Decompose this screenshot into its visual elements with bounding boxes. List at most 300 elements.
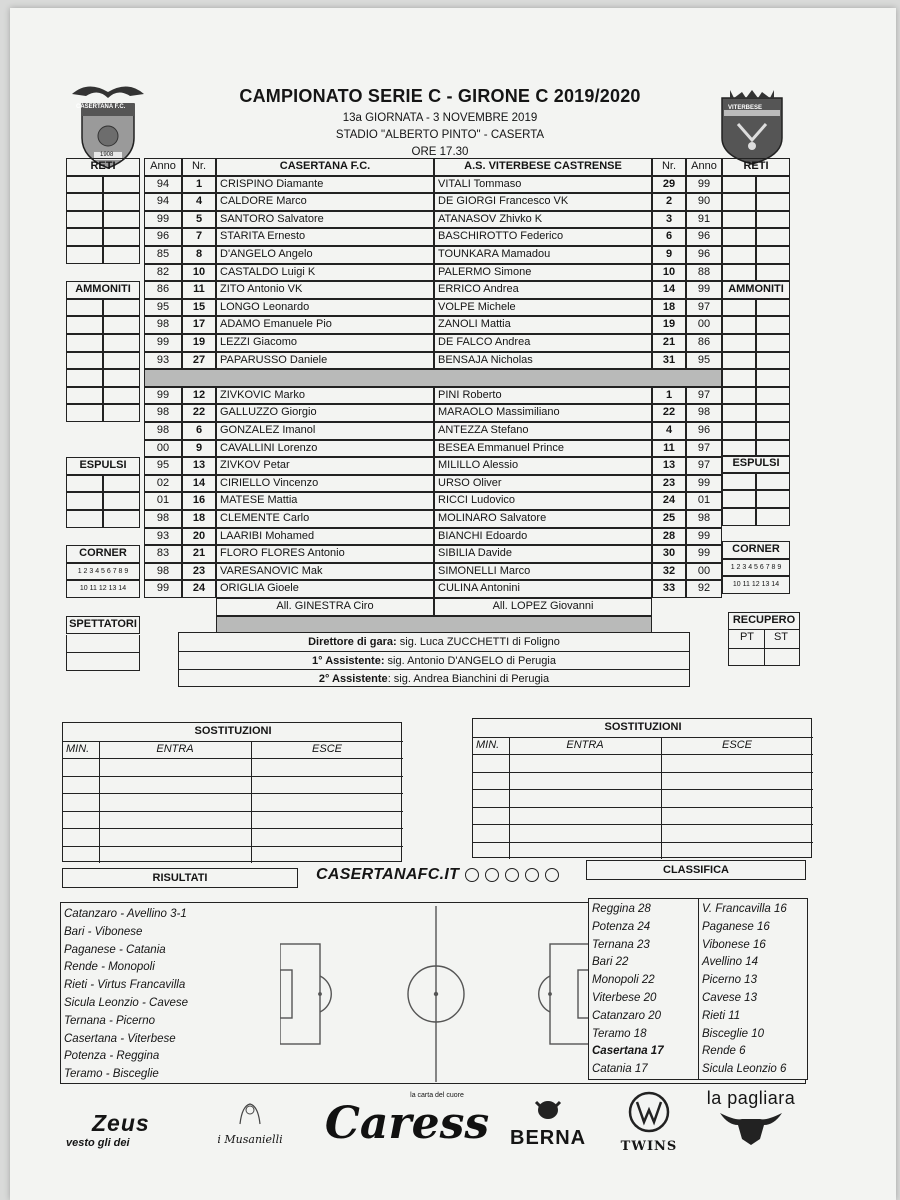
- away-player-year: 90: [686, 193, 722, 211]
- home-player-year: 99: [144, 334, 182, 352]
- sub-row-line: [473, 754, 813, 755]
- away-player-name: VITALI Tommaso: [434, 176, 652, 194]
- sub-row-line: [473, 842, 813, 843]
- standing-item: Ternana 23: [592, 938, 650, 951]
- away-player-year: 99: [686, 281, 722, 299]
- sub-col-entra: ENTRA: [156, 742, 194, 755]
- espulsi-away-cell: [722, 508, 756, 526]
- sub-row-line: [473, 737, 813, 738]
- espulsi-label-away: ESPULSI: [722, 455, 790, 473]
- home-player-year: 93: [144, 528, 182, 546]
- home-player-year: 98: [144, 563, 182, 581]
- home-player-number: 22: [182, 404, 216, 422]
- home-player-name: STARITA Ernesto: [216, 228, 434, 246]
- official-name: sig. Antonio D'ANGELO di Perugia: [384, 655, 556, 667]
- berna-logo: [510, 1096, 586, 1150]
- away-player-number: 24: [652, 492, 686, 510]
- zeus-name: Zeus: [92, 1110, 150, 1136]
- result-item: Casertana - Viterbese: [64, 1032, 176, 1045]
- reti-header-home: RETI: [66, 158, 140, 176]
- home-player-number: 13: [182, 457, 216, 475]
- berna-name: BERNA: [510, 1127, 587, 1149]
- home-player-number: 7: [182, 228, 216, 246]
- away-player-name: PALERMO Simone: [434, 264, 652, 282]
- musanielli-name: i Musanielli: [217, 1133, 283, 1146]
- sub-row-line: [473, 772, 813, 773]
- away-player-year: 95: [686, 352, 722, 370]
- spettatori-divider: [66, 652, 140, 653]
- away-player-name: DE FALCO Andrea: [434, 334, 652, 352]
- standing-item: Reggina 28: [592, 903, 651, 915]
- away-player-year: 01: [686, 492, 722, 510]
- standing-item: Paganese 16: [702, 920, 770, 933]
- home-player-name: ADAMO Emanuele Pio: [216, 316, 434, 334]
- away-player-year: 97: [686, 440, 722, 458]
- espulsi-away-cell: [756, 508, 790, 526]
- home-player-year: 85: [144, 246, 182, 264]
- result-item: Paganese - Catania: [64, 943, 166, 956]
- away-player-number: 25: [652, 510, 686, 528]
- reti-away-cell: [756, 193, 790, 211]
- standing-item: Catanzaro 20: [592, 1009, 662, 1022]
- reti-home-cell: [66, 193, 103, 211]
- away-player-year: 98: [686, 404, 722, 422]
- home-player-number: 23: [182, 563, 216, 581]
- ammoniti-home-cell: [103, 387, 140, 405]
- ammoniti-away-cell: [722, 352, 756, 370]
- away-player-name: PINI Roberto: [434, 387, 652, 405]
- away-player-year: 88: [686, 264, 722, 282]
- away-player-name: ERRICO Andrea: [434, 281, 652, 299]
- standing-item: V. Francavilla 16: [702, 903, 787, 915]
- away-player-name: URSO Oliver: [434, 475, 652, 493]
- ammoniti-away-cell: [722, 387, 756, 405]
- facebook-icon: [465, 868, 479, 882]
- ammoniti-away-cell: [722, 299, 756, 317]
- home-player-name: D'ANGELO Angelo: [216, 246, 434, 264]
- away-player-name: BIANCHI Edoardo: [434, 528, 652, 546]
- home-player-year: 98: [144, 510, 182, 528]
- ammoniti-home-cell: [66, 352, 103, 370]
- reti-home-cell: [66, 211, 103, 229]
- home-player-number: 17: [182, 316, 216, 334]
- caress-tagline: la carta del cuore: [410, 1092, 464, 1099]
- away-player-number: 23: [652, 475, 686, 493]
- home-player-name: PAPARUSSO Daniele: [216, 352, 434, 370]
- sub-row-line: [473, 824, 813, 825]
- away-player-name: SIMONELLI Marco: [434, 563, 652, 581]
- cow-icon: [528, 1096, 568, 1122]
- sub-col-line: [661, 737, 662, 860]
- ammoniti-home-cell: [66, 334, 103, 352]
- ammoniti-away-cell: [756, 369, 790, 387]
- official-name: sig. Luca ZUCCHETTI di Foligno: [396, 636, 560, 648]
- linkedin-icon: [545, 868, 559, 882]
- sub-col-line: [99, 741, 100, 864]
- home-player-year: 86: [144, 281, 182, 299]
- reti-home-cell: [66, 176, 103, 194]
- away-player-number: 13: [652, 457, 686, 475]
- substitutions-title: SOSTITUZIONI: [604, 721, 682, 733]
- away-player-name: BASCHIROTTO Federico: [434, 228, 652, 246]
- away-player-year: 99: [686, 176, 722, 194]
- sub-row-line: [473, 807, 813, 808]
- home-player-year: 94: [144, 176, 182, 194]
- official-row: [178, 669, 690, 687]
- away-player-number: 10: [652, 264, 686, 282]
- away-player-number: 29: [652, 176, 686, 194]
- home-player-name: FLORO FLORES Antonio: [216, 545, 434, 563]
- away-player-year: 00: [686, 316, 722, 334]
- sub-row-line: [63, 776, 403, 777]
- official-row: [178, 633, 690, 651]
- away-player-name: ZANOLI Mattia: [434, 316, 652, 334]
- youtube-icon: [525, 868, 539, 882]
- home-player-number: 14: [182, 475, 216, 493]
- home-player-number: 4: [182, 193, 216, 211]
- standing-item: Potenza 24: [592, 920, 651, 933]
- recupero-pt: PT: [739, 631, 755, 643]
- home-player-year: 99: [144, 387, 182, 405]
- away-player-year: 92: [686, 580, 722, 598]
- home-player-name: GONZALEZ Imanol: [216, 422, 434, 440]
- home-team-header: CASERTANA F.C.: [216, 158, 434, 176]
- kickoff-time: ORE 17.30: [411, 146, 469, 158]
- instagram-icon: [505, 868, 519, 882]
- away-player-number: 33: [652, 580, 686, 598]
- home-player-number: 10: [182, 264, 216, 282]
- away-player-name: BESEA Emmanuel Prince: [434, 440, 652, 458]
- website: [316, 864, 559, 886]
- away-substitutions-table: [472, 718, 812, 858]
- ammoniti-away-cell: [756, 422, 790, 440]
- home-player-year: 99: [144, 211, 182, 229]
- away-player-number: 3: [652, 211, 686, 229]
- risultati-title: RISULTATI: [62, 868, 298, 888]
- musanielli-logo: [210, 1098, 290, 1146]
- sub-col-entra: ENTRA: [566, 738, 604, 751]
- twins-name: TWINS: [620, 1139, 678, 1154]
- reti-away-cell: [756, 176, 790, 194]
- reti-away-cell: [722, 193, 756, 211]
- ammoniti-away-cell: [722, 334, 756, 352]
- away-player-year: 96: [686, 422, 722, 440]
- home-player-name: LAARIBI Mohamed: [216, 528, 434, 546]
- espulsi-away-cell: [722, 473, 756, 491]
- home-player-number: 12: [182, 387, 216, 405]
- away-player-number: 11: [652, 440, 686, 458]
- ammoniti-home-cell: [66, 387, 103, 405]
- home-player-number: 24: [182, 580, 216, 598]
- viterbese-crest-name: VITERBESE: [728, 105, 763, 111]
- standing-item: Catania 17: [592, 1063, 648, 1076]
- nr-header-away: Nr.: [652, 158, 686, 176]
- espulsi-label-home: ESPULSI: [66, 457, 140, 475]
- away-team-header: A.S. VITERBESE CASTRENSE: [434, 158, 652, 176]
- corner-row2-away: 10 11 12 13 14: [722, 576, 790, 594]
- ammoniti-away-cell: [756, 334, 790, 352]
- away-player-name: BENSAJA Nicholas: [434, 352, 652, 370]
- reti-header-away: RETI: [722, 158, 790, 176]
- reti-away-cell: [722, 228, 756, 246]
- espulsi-away-cell: [722, 490, 756, 508]
- result-item: Rende - Monopoli: [64, 961, 155, 974]
- home-player-name: CASTALDO Luigi K: [216, 264, 434, 282]
- away-player-name: TOUNKARA Mamadou: [434, 246, 652, 264]
- sub-col-min: MIN.: [476, 738, 500, 751]
- reti-away-cell: [756, 228, 790, 246]
- reti-home-cell: [103, 211, 140, 229]
- away-player-name: SIBILIA Davide: [434, 545, 652, 563]
- home-player-year: 83: [144, 545, 182, 563]
- corner-label-home: CORNER: [66, 545, 140, 563]
- official-role: 1° Assistente:: [312, 655, 385, 667]
- spettatori-box: [66, 635, 140, 671]
- home-player-number: 21: [182, 545, 216, 563]
- home-player-name: CLEMENTE Carlo: [216, 510, 434, 528]
- ammoniti-away-cell: [722, 316, 756, 334]
- away-player-number: 21: [652, 334, 686, 352]
- away-player-year: 91: [686, 211, 722, 229]
- away-player-year: 86: [686, 334, 722, 352]
- home-player-name: VARESANOVIC Mak: [216, 563, 434, 581]
- home-substitutions-table: [62, 722, 402, 862]
- sub-col-min: MIN.: [66, 742, 90, 755]
- home-player-name: CIRIELLO Vincenzo: [216, 475, 434, 493]
- sub-col-esce: ESCE: [722, 738, 752, 751]
- home-player-year: 99: [144, 580, 182, 598]
- home-player-number: 6: [182, 422, 216, 440]
- chef-icon: [230, 1098, 270, 1128]
- home-player-number: 18: [182, 510, 216, 528]
- home-player-number: 20: [182, 528, 216, 546]
- standing-item: Rieti 11: [702, 1009, 741, 1022]
- sub-row-line: [63, 793, 403, 794]
- ammoniti-home-cell: [103, 316, 140, 334]
- standings-divider: [698, 898, 699, 1080]
- home-player-name: SANTORO Salvatore: [216, 211, 434, 229]
- ammoniti-away-cell: [756, 352, 790, 370]
- result-item: Sicula Leonzio - Cavese: [64, 997, 189, 1009]
- away-player-number: 4: [652, 422, 686, 440]
- away-player-number: 1: [652, 387, 686, 405]
- sub-row-line: [63, 741, 403, 742]
- away-player-name: ANTEZZA Stefano: [434, 422, 652, 440]
- home-player-name: ZIVKOV Petar: [216, 457, 434, 475]
- away-player-year: 96: [686, 228, 722, 246]
- away-player-year: 98: [686, 510, 722, 528]
- away-player-year: 97: [686, 387, 722, 405]
- recupero-st: ST: [773, 631, 789, 643]
- home-player-year: 00: [144, 440, 182, 458]
- home-player-name: CALDORE Marco: [216, 193, 434, 211]
- reti-away-cell: [722, 176, 756, 194]
- matchday: 13a GIORNATA - 3 NOVEMBRE 2019: [342, 112, 538, 124]
- away-player-number: 19: [652, 316, 686, 334]
- away-player-number: 22: [652, 404, 686, 422]
- home-player-year: 01: [144, 492, 182, 510]
- espulsi-away-cell: [756, 473, 790, 491]
- reti-home-cell: [66, 228, 103, 246]
- home-player-name: ZITO Antonio VK: [216, 281, 434, 299]
- twitter-icon: [485, 868, 499, 882]
- recupero-hline: [728, 648, 800, 649]
- away-player-name: VOLPE Michele: [434, 299, 652, 317]
- home-player-name: CRISPINO Diamante: [216, 176, 434, 194]
- anno-header-home: Anno: [144, 158, 182, 176]
- home-player-name: LONGO Leonardo: [216, 299, 434, 317]
- ammoniti-home-cell: [103, 352, 140, 370]
- website-label: CASERTANAFC.IT: [316, 866, 460, 883]
- away-player-year: 97: [686, 457, 722, 475]
- home-coach: All. GINESTRA Ciro: [216, 598, 434, 616]
- caress-name: Caress: [324, 1098, 490, 1149]
- corner-row1-home: 1 2 3 4 5 6 7 8 9: [66, 563, 140, 581]
- sub-row-line: [63, 758, 403, 759]
- sub-col-line: [509, 737, 510, 860]
- corner-row1-away: 1 2 3 4 5 6 7 8 9: [722, 559, 790, 577]
- away-coach: All. LOPEZ Giovanni: [434, 598, 652, 616]
- home-player-number: 19: [182, 334, 216, 352]
- standing-item: Picerno 13: [702, 974, 757, 987]
- away-player-year: 97: [686, 299, 722, 317]
- sub-row-line: [63, 811, 403, 812]
- home-player-number: 16: [182, 492, 216, 510]
- vw-icon: [627, 1090, 671, 1134]
- ammoniti-home-cell: [103, 404, 140, 422]
- home-player-number: 1: [182, 176, 216, 194]
- away-player-name: ATANASOV Zhivko K: [434, 211, 652, 229]
- sub-col-esce: ESCE: [312, 742, 342, 755]
- corner-label-away: CORNER: [722, 541, 790, 559]
- home-player-name: ORIGLIA Gioele: [216, 580, 434, 598]
- standing-item: Sicula Leonzio 6: [702, 1063, 787, 1076]
- result-item: Teramo - Bisceglie: [64, 1068, 159, 1081]
- result-item: Potenza - Reggina: [64, 1050, 160, 1063]
- away-player-name: MOLINARO Salvatore: [434, 510, 652, 528]
- away-player-number: 18: [652, 299, 686, 317]
- espulsi-home-cell: [103, 510, 140, 528]
- pitch-drawing: [280, 906, 590, 1082]
- stadium: STADIO "ALBERTO PINTO" - CASERTA: [335, 129, 545, 141]
- result-item: Rieti - Virtus Francavilla: [64, 979, 186, 992]
- home-player-year: 94: [144, 193, 182, 211]
- espulsi-home-cell: [103, 492, 140, 510]
- home-player-name: MATESE Mattia: [216, 492, 434, 510]
- official-name: : sig. Andrea Bianchini di Perugia: [387, 673, 550, 685]
- home-player-name: ZIVKOVIC Marko: [216, 387, 434, 405]
- standing-item: Avellino 14: [702, 956, 759, 969]
- reti-home-cell: [103, 228, 140, 246]
- standing-item: Viterbese 20: [592, 992, 657, 1004]
- twins-logo: [614, 1090, 684, 1154]
- away-player-name: CULINA Antonini: [434, 580, 652, 598]
- standing-item: Bari 22: [592, 956, 629, 969]
- ammoniti-label-away: AMMONITI: [722, 281, 790, 299]
- espulsi-home-cell: [66, 475, 103, 493]
- home-player-year: 02: [144, 475, 182, 493]
- casertana-crest-name: CASERTANA F.C.: [76, 104, 126, 110]
- ammoniti-home-cell: [103, 299, 140, 317]
- away-player-name: RICCI Ludovico: [434, 492, 652, 510]
- standing-item: Cavese 13: [702, 992, 757, 1004]
- home-player-year: 82: [144, 264, 182, 282]
- away-player-name: MILILLO Alessio: [434, 457, 652, 475]
- ammoniti-home-cell: [103, 369, 140, 387]
- espulsi-away-cell: [756, 490, 790, 508]
- ammoniti-home-cell: [66, 299, 103, 317]
- corner-row2-home: 10 11 12 13 14: [66, 580, 140, 598]
- pagliara-name: la pagliara: [706, 1088, 796, 1108]
- bull-icon: [716, 1109, 786, 1145]
- away-player-number: 9: [652, 246, 686, 264]
- away-player-number: 28: [652, 528, 686, 546]
- home-player-year: 98: [144, 316, 182, 334]
- reti-home-cell: [103, 193, 140, 211]
- substitutions-title: SOSTITUZIONI: [194, 725, 272, 737]
- result-item: Bari - Vibonese: [64, 925, 143, 938]
- reti-home-cell: [103, 246, 140, 264]
- classifica-title: CLASSIFICA: [586, 860, 806, 880]
- home-player-name: CAVALLINI Lorenzo: [216, 440, 434, 458]
- ammoniti-home-cell: [66, 404, 103, 422]
- standing-item: Vibonese 16: [702, 938, 766, 951]
- home-player-number: 9: [182, 440, 216, 458]
- espulsi-home-cell: [66, 510, 103, 528]
- away-player-year: 00: [686, 563, 722, 581]
- home-player-number: 27: [182, 352, 216, 370]
- sub-row-line: [63, 846, 403, 847]
- coach-gray-row: [216, 616, 652, 634]
- ammoniti-home-cell: [66, 316, 103, 334]
- away-player-number: 32: [652, 563, 686, 581]
- recupero-label: RECUPERO: [728, 612, 800, 630]
- sub-row-line: [63, 828, 403, 829]
- standing-item: Casertana 17: [592, 1045, 664, 1058]
- official-role: 2° Assistente: [318, 673, 388, 685]
- standing-item: Rende 6: [702, 1045, 746, 1058]
- viterbese-crest: [716, 88, 788, 166]
- ammoniti-away-cell: [722, 404, 756, 422]
- away-player-year: 99: [686, 528, 722, 546]
- official-row: [178, 651, 690, 669]
- anno-header-away: Anno: [686, 158, 722, 176]
- home-player-year: 95: [144, 299, 182, 317]
- spettatori-label: SPETTATORI: [66, 616, 140, 634]
- reti-away-cell: [756, 264, 790, 282]
- ammoniti-away-cell: [756, 387, 790, 405]
- standing-item: Monopoli 22: [592, 974, 655, 987]
- reti-away-cell: [756, 246, 790, 264]
- reti-away-cell: [756, 211, 790, 229]
- home-player-number: 11: [182, 281, 216, 299]
- away-player-number: 2: [652, 193, 686, 211]
- zeus-tagline: vesto gli dei: [66, 1137, 130, 1149]
- standing-item: Teramo 18: [592, 1027, 647, 1040]
- away-player-number: 30: [652, 545, 686, 563]
- reti-away-cell: [722, 246, 756, 264]
- ammoniti-home-cell: [103, 334, 140, 352]
- reti-home-cell: [66, 246, 103, 264]
- ammoniti-away-cell: [756, 316, 790, 334]
- official-role: Direttore di gara:: [308, 636, 397, 648]
- ammoniti-away-cell: [722, 422, 756, 440]
- ammoniti-label-home: AMMONITI: [66, 281, 140, 299]
- away-player-number: 14: [652, 281, 686, 299]
- away-player-number: 31: [652, 352, 686, 370]
- home-player-number: 15: [182, 299, 216, 317]
- home-player-year: 98: [144, 422, 182, 440]
